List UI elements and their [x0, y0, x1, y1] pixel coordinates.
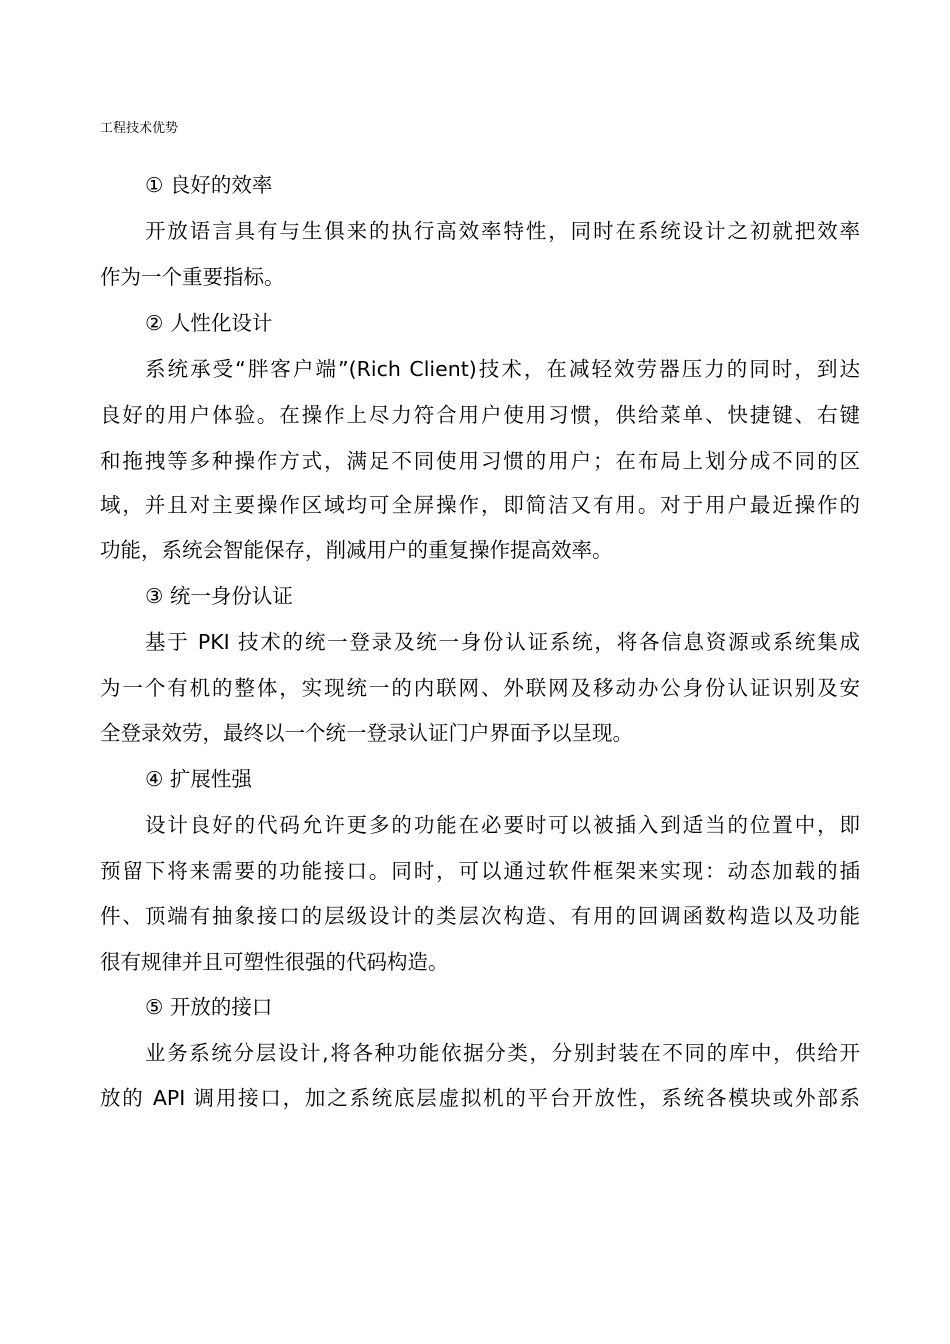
paragraph-line: 设计良好的代码允许更多的功能在必要时可以被插入到适当的位置中，即 — [145, 813, 860, 837]
paragraph-line: 预留下将来需要的功能接口。同时，可以通过软件框架来实现：动态加载的插 — [100, 859, 860, 883]
paragraph-line: 和拖拽等多种操作方式，满足不同使用习惯的用户；在布局上划分成不同的区 — [100, 449, 860, 473]
section-heading: ⑤ 开放的接口 — [145, 995, 273, 1019]
paragraph-line: 功能，系统会智能保存，削减用户的重复操作提高效率。 — [100, 538, 613, 562]
paragraph-line: 良好的用户体验。在操作上尽力符合用户使用习惯，供给菜单、快捷键、右键 — [100, 403, 860, 427]
paragraph-line: 开放语言具有与生俱来的执行高效率特性，同时在系统设计之初就把效率 — [145, 219, 860, 243]
paragraph-line: 基于 PKI 技术的统一登录及统一身份认证系统，将各信息资源或系统集成 — [145, 630, 860, 654]
paragraph-line: 域，并且对主要操作区域均可全屏操作，即简洁又有用。对于用户最近操作的 — [100, 493, 860, 517]
paragraph-line: 放的 API 调用接口，加之系统底层虚拟机的平台开放性，系统各模块或外部系 — [100, 1086, 860, 1110]
paragraph-line: 全登录效劳，最终以一个统一登录认证门户界面予以呈现。 — [100, 721, 633, 745]
section-heading: ③ 统一身份认证 — [145, 584, 293, 608]
paragraph-line: 很有规律并且可塑性很强的代码构造。 — [100, 950, 449, 974]
section-heading: ④ 扩展性强 — [145, 767, 252, 791]
paragraph-line: 系统承受“胖客户端”(Rich Client)技术，在减轻效劳器压力的同时，到达 — [145, 357, 860, 381]
page-header: 工程技术优势 — [100, 121, 179, 136]
paragraph-line: 件、顶端有抽象接口的层级设计的类层次构造、有用的回调函数构造以及功能 — [100, 904, 860, 928]
section-heading: ① 良好的效率 — [145, 173, 273, 197]
paragraph-line: 为一个有机的整体，实现统一的内联网、外联网及移动办公身份认证识别及安 — [100, 676, 860, 700]
paragraph-line: 作为一个重要指标。 — [100, 265, 285, 289]
paragraph-line: 业务系统分层设计,将各种功能依据分类，分别封装在不同的库中，供给开 — [145, 1041, 860, 1065]
section-heading: ② 人性化设计 — [145, 311, 273, 335]
